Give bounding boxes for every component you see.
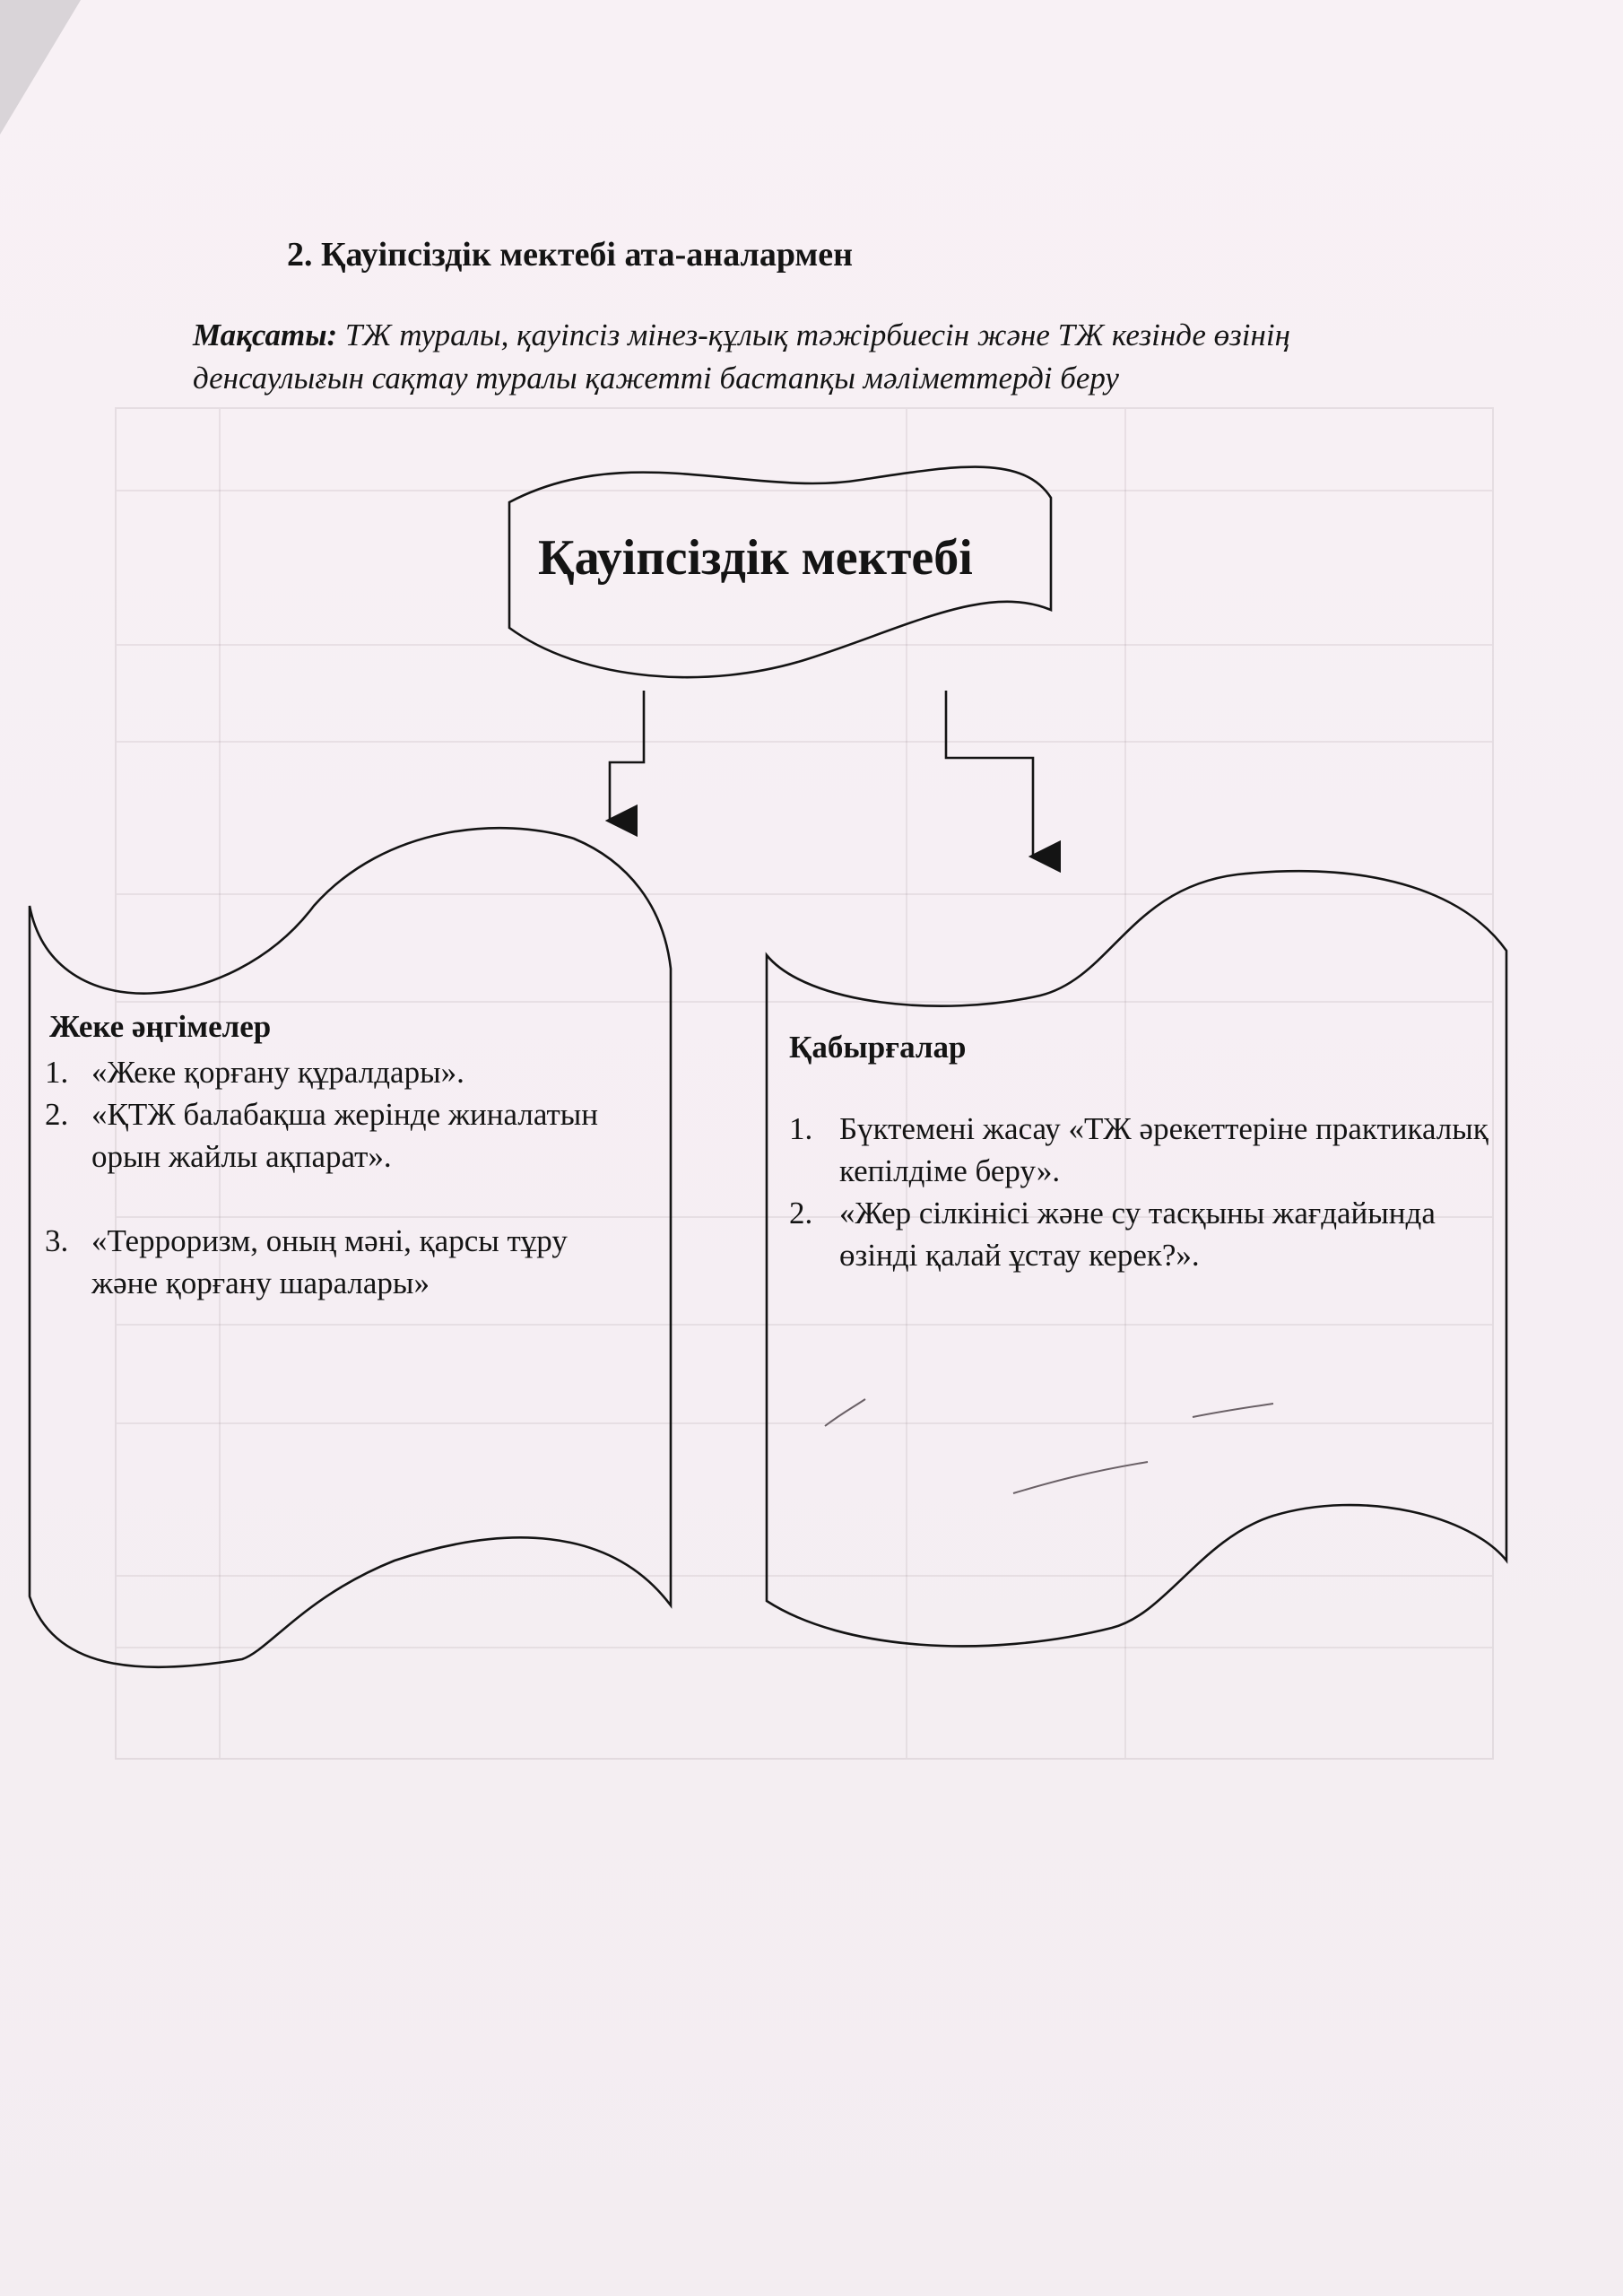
list-number: 3. — [45, 1223, 69, 1258]
list-item — [45, 1051, 619, 1093]
list-item — [789, 1192, 1515, 1276]
pencil-mark — [825, 1399, 865, 1426]
list-item-text: «Жер сілкінісі және су тасқыны жағдайында өзінді қалай ұстау керек?». — [839, 1196, 1436, 1273]
list-number: 2. — [45, 1097, 69, 1132]
pencil-mark — [1193, 1404, 1273, 1417]
banner-title: Қауіпсіздік мектебі — [538, 530, 973, 586]
list-number: 1. — [45, 1055, 69, 1090]
list-item-text: «ҚТЖ балабақша жерінде жиналатын орын жайлы ақпарат». — [91, 1097, 598, 1174]
list-number: 1. — [789, 1111, 813, 1146]
right-panel-title: Қабырғалар — [789, 1030, 967, 1065]
pencil-mark — [1013, 1462, 1148, 1493]
list-item-text: Бүктемені жасау «ТЖ әрекеттеріне практикалық кепілдіме беру». — [839, 1111, 1488, 1188]
goal-text: ТЖ туралы, қауіпсіз мінез-құлық тәжірбиесін және ТЖ кезінде өзінің денсаулығын сақтау туралы қажетті бастапқы мәліметтерді беру — [193, 317, 1290, 396]
list-item — [45, 1220, 619, 1304]
list-item — [789, 1108, 1515, 1192]
left-connector-arrow — [610, 691, 644, 821]
right-connector-arrow — [946, 691, 1033, 857]
left-panel-title: Жеке әңгімелер — [49, 1009, 272, 1044]
list-item — [45, 1093, 619, 1178]
goal-label: Мақсаты: — [193, 317, 338, 352]
section-heading: 2. Қауіпсіздік мектебі ата-аналармен — [287, 236, 854, 274]
right-panel-list — [789, 1108, 1515, 1276]
list-item-text: «Жеке қорғану құралдары». — [91, 1055, 464, 1090]
list-number: 2. — [789, 1196, 813, 1231]
list-item-text: «Терроризм, оның мәні, қарсы тұру және қорғану шаралары» — [91, 1223, 568, 1300]
left-panel-list — [45, 1051, 619, 1304]
